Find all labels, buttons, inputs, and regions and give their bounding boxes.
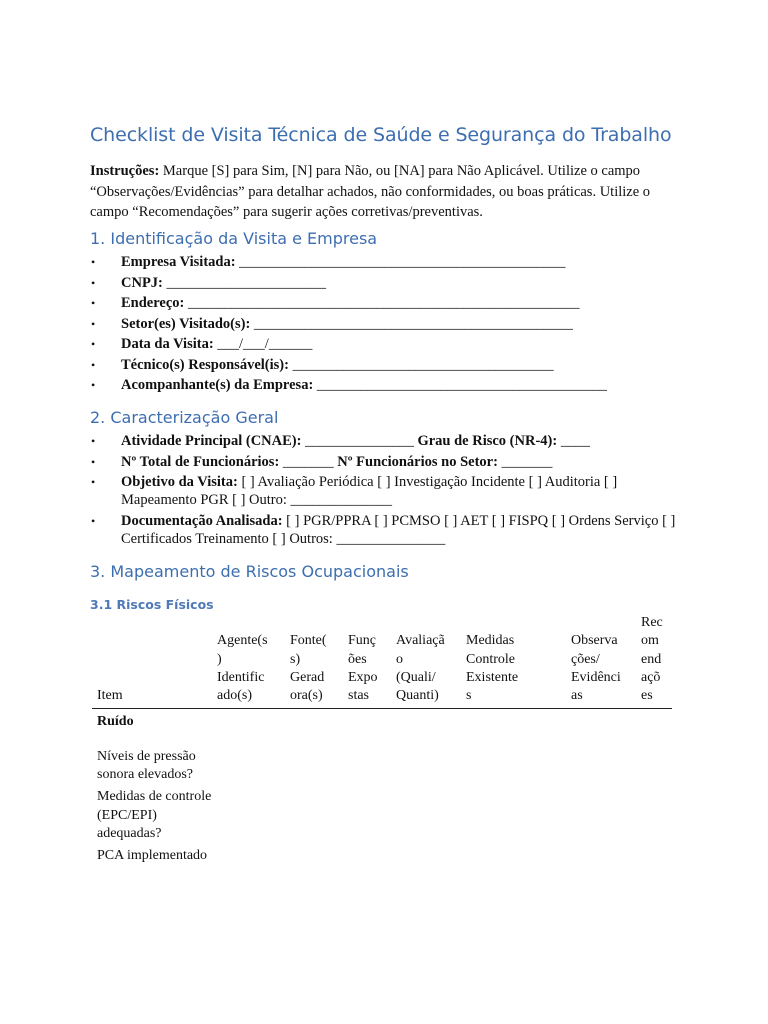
field-label: Documentação Analisada: [121,512,283,529]
list-item [90,274,680,292]
column-header-label: Avaliaçã o (Quali/ Quanti) [396,633,445,704]
blank-line: ____ [557,433,590,449]
column-header [285,614,343,709]
field-label: Atividade Principal (CNAE): [121,433,302,449]
column-header [636,614,672,709]
section1-heading: 1. Identificação da Visita e Empresa [90,229,378,248]
instructions-text: Marque [S] para Sim, [N] para Não, ou [NA] para Não Aplicável. Utilize o campo “Observações/Evidências” para detalhar achados, não conformidades, ou boas práticas. Utilize o campo “Recomendações” para sugerir ações corretivas/preventivas. [90,163,651,220]
table-header-row [92,614,672,709]
list-item [90,453,680,471]
column-header-label: Rec om end açõ es [641,615,663,704]
field-label: Grau de Risco (NR-4): [417,433,558,449]
blank-line: ______________________________________________________ [184,295,580,311]
blank-line: _______ [497,453,553,470]
list-item [90,473,680,509]
column-header-label: Medidas Controle Existente s [466,633,519,704]
characterization-list [90,432,680,550]
risk-table [92,614,672,866]
field-label: Nº Funcionários no Setor: [337,453,498,470]
list-item [90,253,680,271]
group-cell [92,709,212,748]
column-header-label: Fonte( s) Gerad ora(s) [290,633,327,704]
instructions-label: Instruções: [90,163,160,179]
blank-line: ________________________________________ [313,377,607,393]
identification-list [90,253,680,397]
table-group-row [92,709,672,748]
field-label: Data da Visita: [121,336,214,352]
page-title: Checklist de Visita Técnica de Saúde e Segurança do Trabalho [90,124,672,146]
column-header-label: Agente(s ) Identific ado(s) [217,633,268,704]
column-header-label: Observa ções/ Evidênci as [571,633,621,704]
blank-line: _______ [279,453,338,470]
blank-line: _____________________________________________ [235,254,566,270]
list-item [90,335,680,353]
table-row [92,748,672,789]
column-header [566,614,636,709]
field-label: Nº Total de Funcionários: [121,453,280,470]
list-item [90,432,680,450]
column-header [461,614,566,709]
blank-line: ___/___/______ [213,336,313,352]
column-header [212,614,285,709]
field-label: Endereço: [121,295,185,311]
checkbox-options: [ ] Avaliação Periódica [ ] Investigação Incidente [ ] Auditoria [ ] Mapeamento PGR [ ] Outro: ______________ [121,474,618,508]
item-cell: Medidas de controle (EPC/EPI) adequadas? [97,789,212,841]
section3-heading: 3. Mapeamento de Riscos Ocupacionais [90,562,409,581]
column-header [391,614,461,709]
field-label: Acompanhante(s) da Empresa: [121,377,314,393]
checkbox-options: [ ] PGR/PPRA [ ] PCMSO [ ] AET [ ] FISPQ [ ] Ordens Serviço [ ] Certificados Treinamento [ ] Outros: _______________ [121,512,676,547]
group-label: Ruído [97,714,134,730]
instructions-paragraph [90,161,690,223]
blank-line: _______________ [301,433,418,449]
blank-line: ____________________________________________ [250,315,573,332]
field-label: CNPJ: [121,274,163,291]
column-header [343,614,391,709]
table-row [92,788,672,847]
column-header [92,614,212,709]
table-row [92,847,672,865]
blank-line: ______________________ [162,274,327,291]
field-label: Setor(es) Visitado(s): [121,315,251,332]
list-item [90,356,680,374]
column-header-label: Funç ões Expo stas [348,633,378,704]
subsection-heading: 3.1 Riscos Físicos [90,597,214,612]
list-item [90,315,680,333]
field-label: Técnico(s) Responsável(is): [121,356,289,373]
blank-line: ____________________________________ [288,356,554,373]
field-label: Objetivo da Visita: [121,474,238,490]
section2-heading: 2. Caracterização Geral [90,408,279,427]
list-item [90,376,680,394]
field-label: Empresa Visitada: [121,254,236,270]
list-item [90,294,680,312]
item-cell: PCA implementado [97,848,208,864]
column-header-label: Item [97,688,123,704]
item-cell: Níveis de pressão sonora elevados? [97,748,196,783]
list-item [90,512,680,548]
